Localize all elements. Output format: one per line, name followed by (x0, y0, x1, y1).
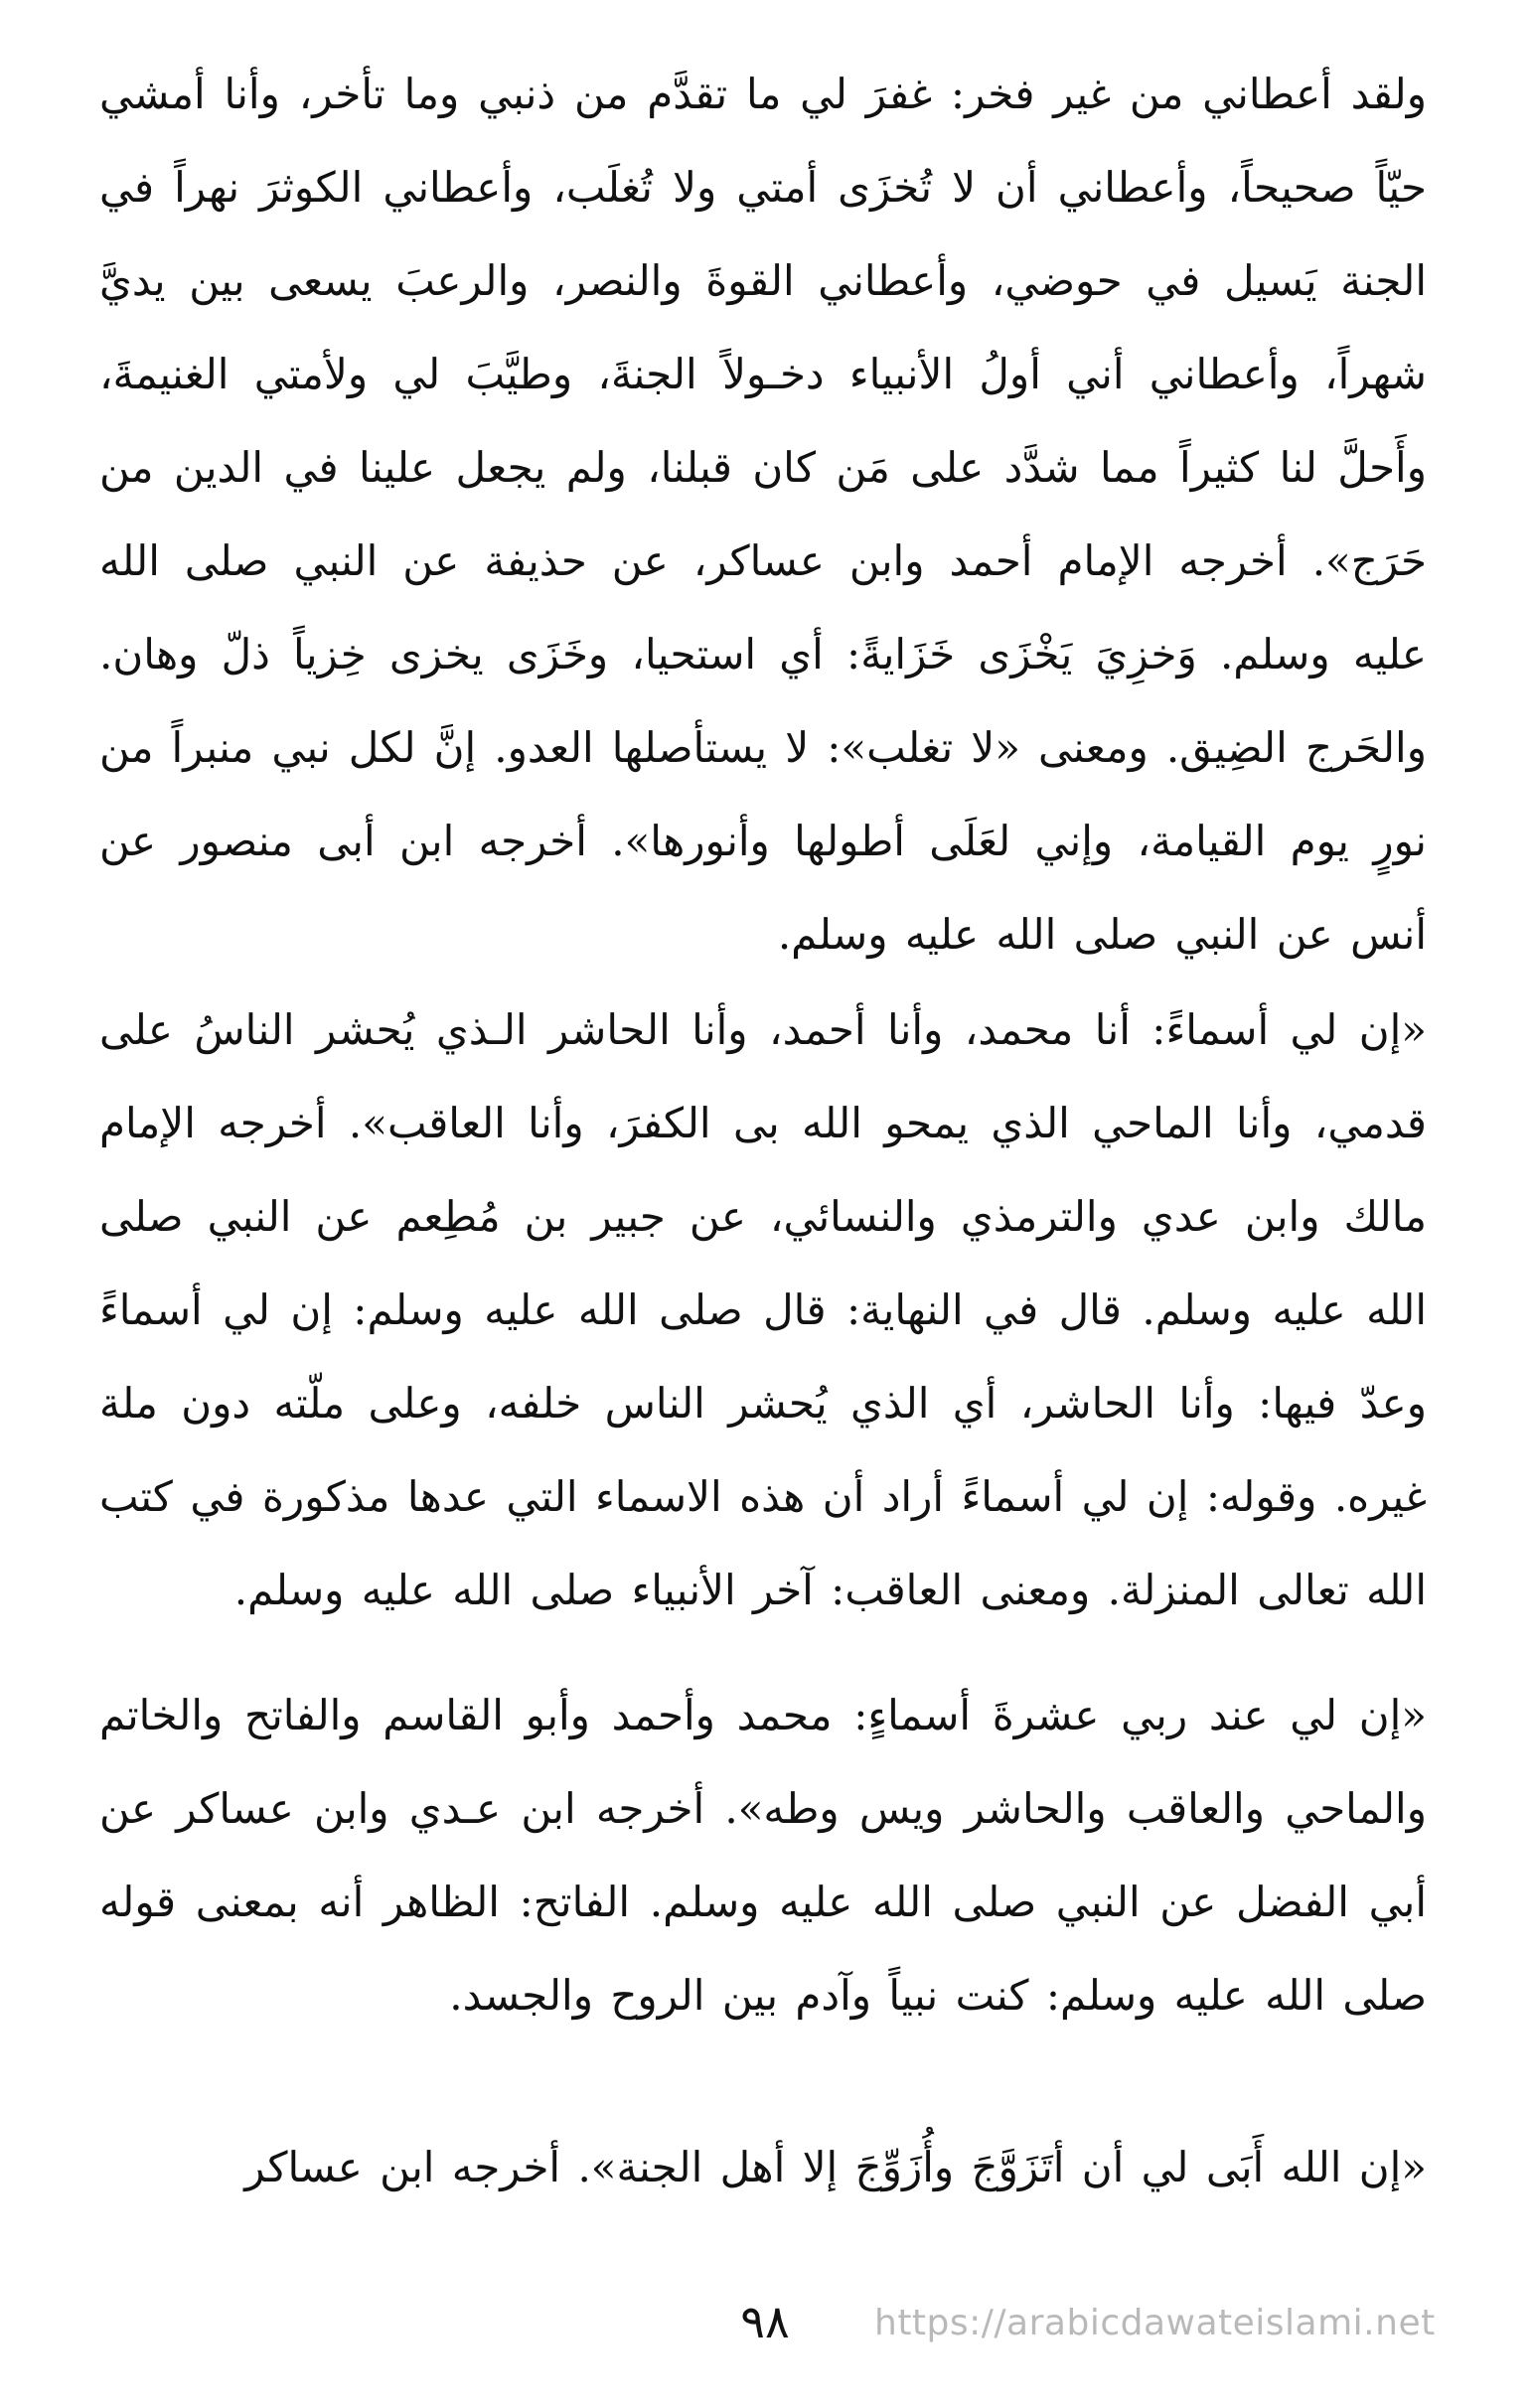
watermark-url: https://arabicdawateislami.net (874, 2303, 1436, 2343)
paragraph-text: «إن الله أَبَى لي أن أتَزَوَّجَ وأُزَوِّجَ إلا أهل الجنة». أخرجه ابن عساكر (244, 2143, 1427, 2191)
paragraph-marriage-hadith (99, 2121, 1427, 2214)
paragraph-text: «إن لي عند ربي عشرةَ أسماءٍ: محمد وأحمد وأبو القاسم والفاتح والخاتم والماحي والعاقب والحاشر ويس وطه». أخرجه ابن عـدي وابن عساكر عن أبي الفضل عن النبي صلى الله عليه وسلم. الفاتح: الظاهر أنه بمعنى قوله صلى الله عليه وسلم: كنت نبياً وآدم بين الروح والجسد. (99, 1691, 1427, 2020)
paragraph-text: ولقد أعطاني من غير فخر: غفرَ لي ما تقدَّم من ذنبي وما تأخر، وأنا أمشي حيّاً صحيحاً، وأعطاني أن لا تُخزَى أمتي ولا تُغلَب، وأعطاني الكوثرَ نهراً في الجنة يَسيل في حوضي، وأعطاني القوةَ والنصر، والرعبَ يسعى بين يديَّ شهراً، وأعطاني أني أولُ الأنبياء دخـولاً الجنةَ، وطيَّبَ لي ولأمتي الغنيمةَ، وأَحلَّ لنا كثيراً مما شدَّد على مَن كان قبلنا، ولم يجعل علينا في الدين من حَرَج». أخرجه الإمام أحمد وابن عساكر، عن حذيفة عن النبي صلى الله عليه وسلم. وَخزِيَ يَخْزَى خَزَايةً: أي استحيا، وخَزَى يخزى خِزياً ذلّ وهان. والحَرج الضِيق. ومعنى «لا تغلب»: لا يستأصلها العدو. إنَّ لكل نبي منبراً من نورٍ يوم القيامة، وإني لعَلَى أطولها وأنورها». أخرجه ابن أبى منصور عن أنس عن النبي صلى الله عليه وسلم. (99, 70, 1427, 959)
paragraph-text: «إن لي أسماءً: أنا محمد، وأنا أحمد، وأنا الحاشر الـذي يُحشر الناسُ على قدمي، وأنا الماحي الذي يمحو الله بى الكفرَ، وأنا العاقب». أخرجه الإمام مالك وابن عدي والترمذي والنسائي، عن جبير بن مُطِعم عن النبي صلى الله عليه وسلم. قال في النهاية: قال صلى الله عليه وسلم: إن لي أسماءً وعدّ فيها: وأنا الحاشر، أي الذي يُحشر الناس خلفه، وعلى ملّته دون ملة غيره. وقوله: إن لي أسماءً أراد أن هذه الاسماء التي عدها مذكورة في كتب الله تعالى المنزلة. ومعنى العاقب: آخر الأنبياء صلى الله عليه وسلم. (99, 1005, 1427, 1614)
paragraph-ten-names-hadith (99, 1669, 1427, 2042)
paragraph-gifts-hadith (99, 48, 1427, 981)
paragraph-names-hadith (99, 983, 1427, 1637)
page-number: ٩٨ (740, 2295, 790, 2348)
